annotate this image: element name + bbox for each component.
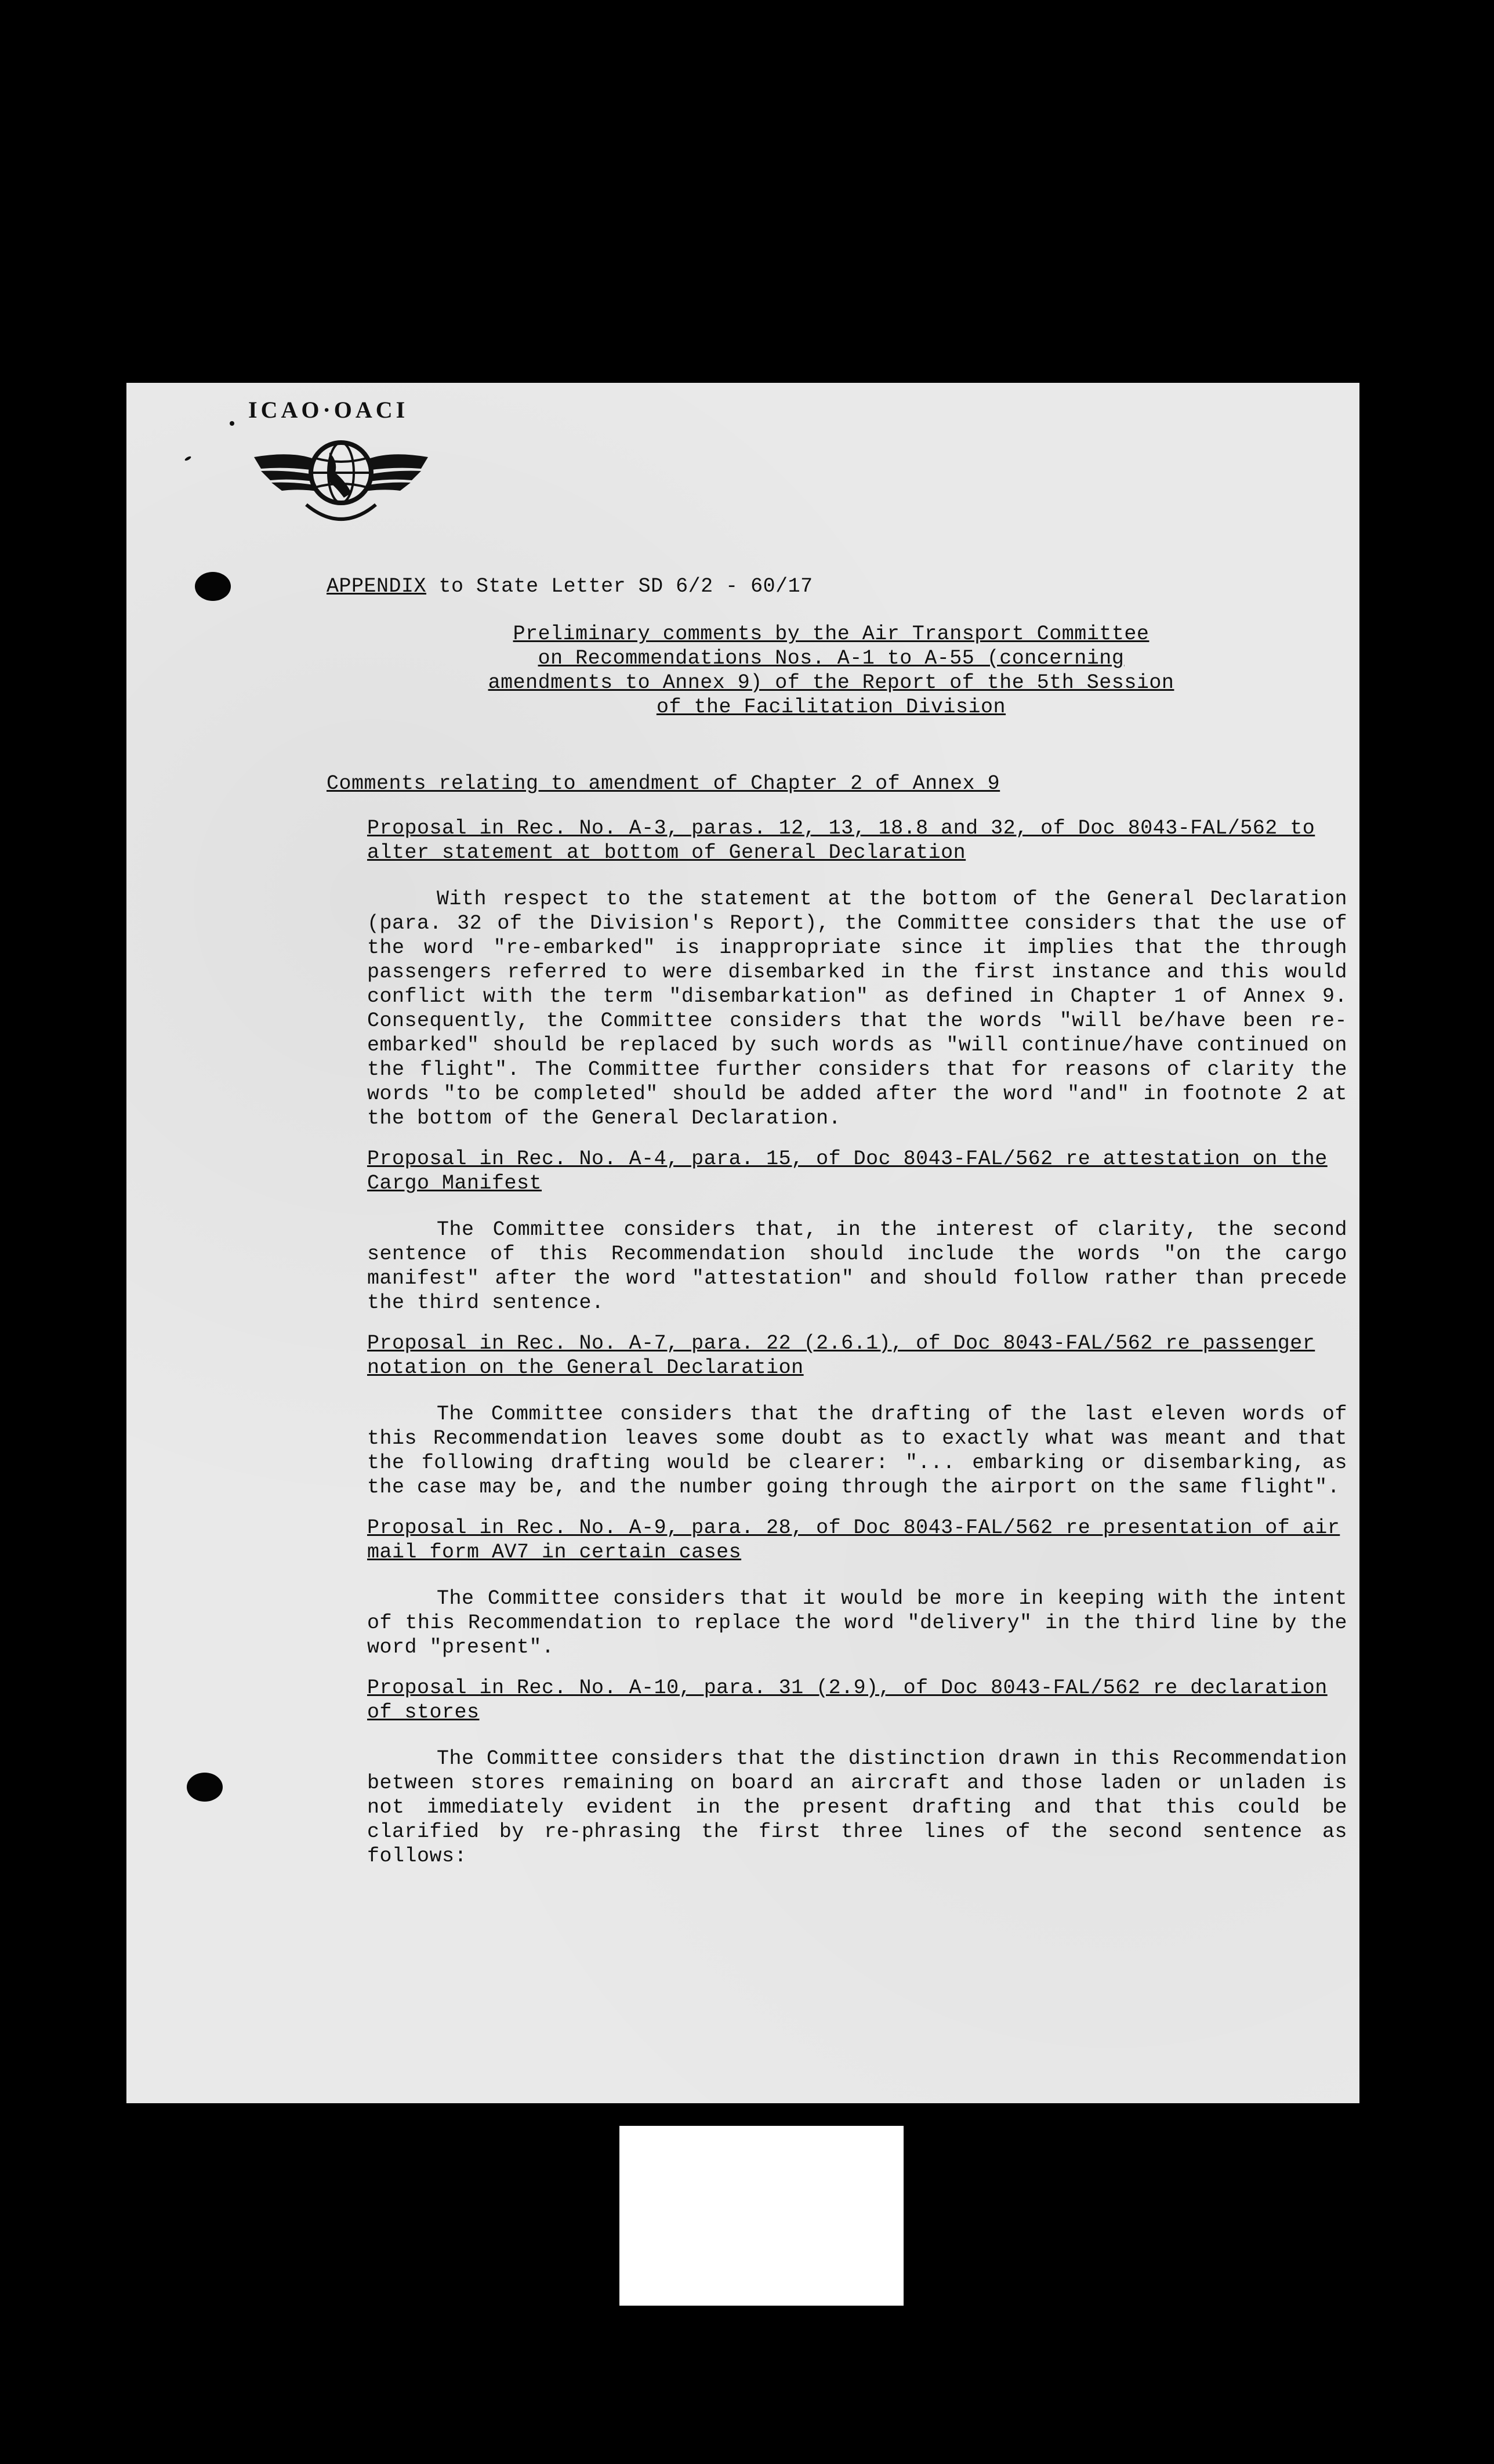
document-page xyxy=(126,383,1359,2103)
proposal-section xyxy=(367,816,1347,1130)
punch-hole-top xyxy=(195,572,231,601)
document-body xyxy=(327,574,1347,1885)
proposal-body: The Committee considers that the distinction drawn in this Recommendation between stores remaining on board an aircraft and those laden or unladen is not immediately evident in the present drafting and that this could be clarified by re-phrasing the first three lines of the second sentence as follows: xyxy=(367,1747,1347,1868)
proposal-heading: Proposal in Rec. No. A-10, para. 31 (2.9), of Doc 8043-FAL/562 re declaration of stores xyxy=(367,1676,1328,1724)
document-title xyxy=(454,622,1208,719)
proposal-body: The Committee considers that, in the interest of clarity, the second sentence of this Recommendation should include the words "on the cargo manifest" after the word "attestation" and should follow rather than precede the third sentence. xyxy=(367,1218,1347,1314)
proposal-body: With respect to the statement at the bottom of the General Declaration (para. 32 of the Division's Report), the Committee considers that the use of the word "re-embarked" is inappropriate since it implies that the through passengers referred to were disembarked in the first instance and this would conflict with the term "disembarkation" as defined in Chapter 1 of Annex 9. Consequently, the Committee considers that the words "will be/have been re-embarked" should be replaced by such words as "will continue/have continued on the flight". The Committee further considers that for reasons of clarity the words "to be completed" should be added after the word "and" in footnote 2 at the bottom of the General Declaration. xyxy=(367,887,1347,1130)
title-line: on Recommendations Nos. A-1 to A-55 (concerning xyxy=(538,647,1125,670)
proposal-body: The Committee considers that the drafting of the last eleven words of this Recommendation leaves some doubt as to exactly what was meant and that the following drafting would be clearer: "... embarking or disembarking, as the case may be, and the number going through the airport on the same flight". xyxy=(367,1403,1347,1499)
proposal-section xyxy=(367,1676,1347,1868)
proposal-body: The Committee considers that it would be more in keeping with the intent of this Recommendation to replace the word "delivery" in the third line by the word "present". xyxy=(367,1587,1347,1659)
proposal-section xyxy=(367,1147,1347,1315)
proposal-section xyxy=(367,1516,1347,1659)
logo-text: ICAO·OACI xyxy=(248,397,409,423)
proposal-heading: Proposal in Rec. No. A-3, paras. 12, 13, 18.8 and 32, of Doc 8043-FAL/562 to alter statement at bottom of General Declaration xyxy=(367,817,1315,864)
globe-icon xyxy=(311,443,371,503)
proposal-section xyxy=(367,1331,1347,1499)
appendix-label: APPENDIX xyxy=(327,575,427,598)
icao-logo xyxy=(248,397,434,574)
proposal-heading: Proposal in Rec. No. A-4, para. 15, of Doc 8043-FAL/562 re attestation on the Cargo Manifest xyxy=(367,1147,1328,1195)
ink-speck xyxy=(230,421,234,426)
ink-speck xyxy=(184,455,192,461)
title-line: amendments to Annex 9) of the Report of the 5th Session xyxy=(488,671,1174,694)
title-line: of the Facilitation Division xyxy=(656,695,1006,719)
appendix-line xyxy=(327,574,1336,599)
punch-hole-bottom xyxy=(187,1773,223,1802)
title-line: Preliminary comments by the Air Transport Committee xyxy=(513,622,1149,646)
section-heading: Comments relating to amendment of Chapter 2 of Annex 9 xyxy=(327,772,1000,795)
blank-label-card xyxy=(619,2126,904,2306)
proposal-heading: Proposal in Rec. No. A-9, para. 28, of Doc 8043-FAL/562 re presentation of air mail form AV7 in certain cases xyxy=(367,1516,1340,1564)
appendix-reference: to State Letter SD 6/2 - 60/17 xyxy=(438,575,813,598)
proposal-heading: Proposal in Rec. No. A-7, para. 22 (2.6.1), of Doc 8043-FAL/562 re passenger notation on the General Declaration xyxy=(367,1332,1315,1379)
